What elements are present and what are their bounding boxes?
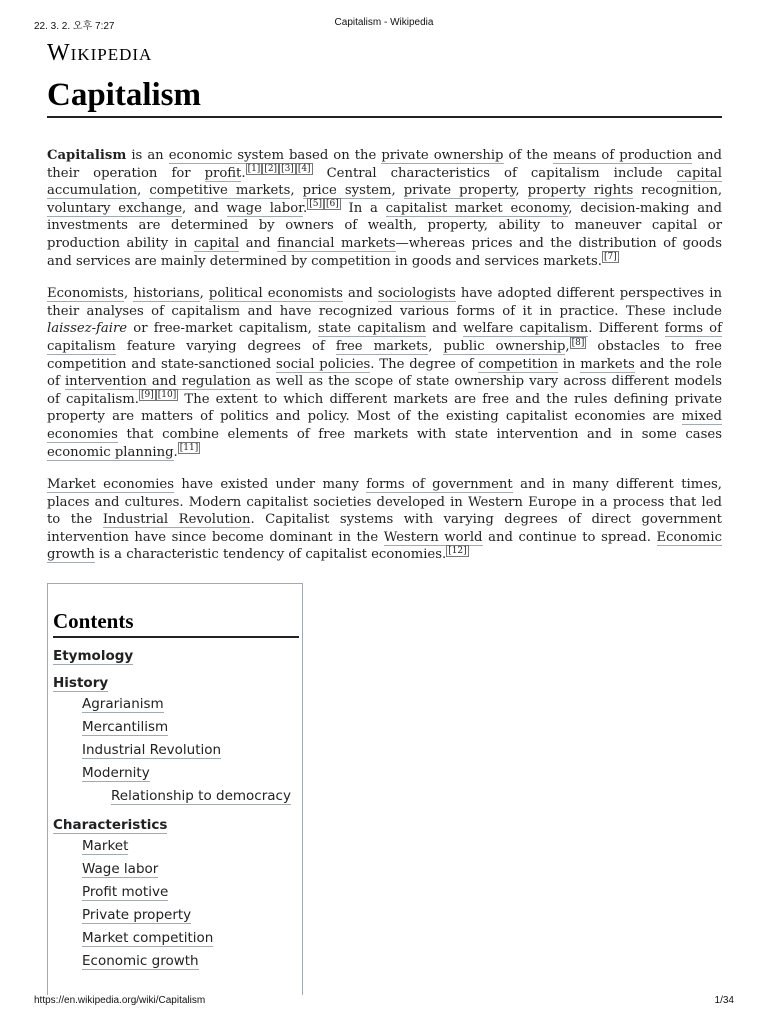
citation-ref[interactable]: [3]	[281, 164, 294, 175]
toc-item-profit-motive[interactable]: Profit motive	[82, 884, 169, 900]
toc-item-market-competition[interactable]: Market competition	[82, 930, 214, 946]
citation-ref[interactable]: [2]	[264, 164, 278, 175]
article-body	[47, 147, 722, 579]
text: .	[173, 444, 178, 460]
intro-paragraph-3	[47, 476, 722, 564]
link-price-system[interactable]: price system	[302, 183, 392, 199]
citation-ref[interactable]: [12]	[448, 546, 467, 557]
text: ,	[515, 183, 528, 199]
link-economic-planning[interactable]: economic planning	[47, 444, 174, 460]
toc-item-characteristics[interactable]: Characteristics	[53, 817, 168, 833]
toc-item-etymology[interactable]: Etymology	[53, 648, 134, 664]
link-social-policies[interactable]: social policies	[276, 356, 371, 372]
text: feature varying degrees of	[115, 338, 336, 354]
link-political-economists[interactable]: political economists	[208, 286, 343, 302]
text: have adopted different perspectives in their analyses of capitalism and have recognized various forms of it in practice. These include	[47, 286, 722, 319]
text: Central characteristics of capitalism include	[312, 165, 677, 181]
text: and	[425, 321, 464, 337]
toc-item-private-property[interactable]: Private property	[82, 907, 192, 923]
text: .	[241, 165, 246, 181]
link-economic-system[interactable]: economic system	[168, 148, 284, 163]
print-page-number: 1/34	[714, 995, 734, 1006]
toc-title: Contents	[53, 606, 299, 638]
print-date: 22. 3. 2. 오후 7:27	[34, 21, 115, 32]
citation-ref[interactable]: [1]	[247, 164, 261, 175]
link-voluntary-exchange[interactable]: voluntary exchange	[47, 200, 182, 216]
toc-item-wage-labor[interactable]: Wage labor	[82, 861, 159, 877]
citation-ref[interactable]: [8]	[571, 337, 585, 348]
link-forms-of-government[interactable]: forms of government	[366, 477, 513, 493]
text: and in many different times, places and cultures. Modern capitalist societies developed in Western Europe in a process that led to the	[47, 477, 722, 528]
text: ,	[565, 338, 570, 354]
bold-term: Capitalism	[47, 148, 127, 163]
link-private-ownership[interactable]: private ownership	[381, 148, 504, 163]
citation-ref[interactable]: [5]	[309, 199, 322, 210]
link-profit[interactable]: profit	[204, 165, 242, 181]
link-wage-labor[interactable]: wage labor	[226, 200, 304, 216]
link-property-rights[interactable]: property rights	[527, 183, 634, 199]
text: and the role of	[47, 356, 722, 390]
link-means-of-production[interactable]: means of production	[552, 148, 693, 163]
link-capital-accumulation[interactable]: capital accumulation	[47, 165, 722, 199]
print-header	[34, 17, 734, 31]
link-free-markets[interactable]: free markets	[335, 338, 429, 354]
citation-ref[interactable]: [6]	[325, 199, 339, 210]
text: as well as the scope of state ownership vary across different models of capitalism.	[47, 374, 723, 407]
toc-item-market[interactable]: Market	[82, 838, 129, 854]
link-competitive-markets[interactable]: competitive markets	[149, 183, 291, 199]
text: recognition,	[633, 183, 723, 199]
text: and	[342, 286, 378, 302]
text: ,	[290, 183, 303, 199]
print-page-title: Capitalism - Wikipedia	[334, 17, 434, 28]
toc-list	[53, 647, 297, 973]
link-private-property[interactable]: private property	[403, 183, 516, 199]
link-capital[interactable]: capital	[193, 235, 240, 251]
citation-ref[interactable]: [11]	[179, 443, 199, 454]
link-market-economies[interactable]: Market economies	[47, 477, 175, 493]
link-public-ownership[interactable]: public ownership	[443, 338, 566, 354]
page-title: Capitalism	[47, 74, 722, 118]
text: . The degree of	[370, 356, 479, 372]
toc-item-history[interactable]: History	[53, 675, 109, 691]
text: . Capitalist systems with varying degrees of direct government intervention have since become dominant in the	[47, 512, 722, 545]
link-welfare-capitalism[interactable]: welfare capitalism	[463, 321, 589, 337]
link-industrial-revolution[interactable]: Industrial Revolution	[102, 512, 251, 528]
text: —whereas prices and the distribution of goods and services are mainly determined by competition in goods and services markets.	[47, 235, 722, 269]
text: in	[557, 356, 581, 372]
toc-item-agrarianism[interactable]: Agrarianism	[82, 696, 164, 712]
text: ,	[199, 286, 209, 302]
print-footer	[34, 995, 734, 1009]
text: . Different	[588, 321, 665, 337]
link-intervention-and-regulation[interactable]: intervention and regulation	[64, 374, 251, 390]
text: based on the	[283, 148, 382, 163]
text: ,	[428, 338, 444, 354]
text: and	[239, 235, 278, 251]
citation-ref[interactable]: [10]	[157, 390, 177, 401]
text: ,	[391, 183, 404, 199]
link-competition[interactable]: competition	[478, 356, 558, 372]
text: .	[303, 200, 308, 216]
text: or free-market capitalism,	[127, 321, 318, 337]
text: , and	[182, 200, 227, 216]
text: , decision-making and investments are determined by owners of wealth, property, ability to maneuver capital or production ability in	[47, 200, 722, 251]
link-economic-growth[interactable]: Economic growth	[47, 529, 722, 563]
toc-item-economic-growth[interactable]: Economic growth	[82, 953, 199, 969]
text: that combine elements of free markets with state intervention and in some cases	[117, 426, 722, 442]
intro-paragraph-1	[47, 147, 722, 270]
text: and their operation for	[47, 148, 722, 181]
text: ,	[137, 183, 150, 199]
link-markets[interactable]: markets	[580, 356, 635, 372]
link-state-capitalism[interactable]: state capitalism	[318, 321, 426, 337]
text: is a characteristic tendency of capitalist economies.	[94, 547, 447, 563]
text: and continue to spread.	[482, 529, 657, 545]
text: ,	[123, 286, 134, 302]
intro-paragraph-2	[47, 285, 722, 461]
citation-ref[interactable]: [4]	[297, 164, 311, 175]
link-capitalist-market-economy[interactable]: capitalist market economy	[385, 200, 569, 216]
table-of-contents	[47, 583, 303, 995]
citation-ref[interactable]: [9]	[140, 390, 154, 401]
link-historians[interactable]: historians	[133, 286, 200, 302]
link-forms-of-capitalism[interactable]: forms of capitalism	[47, 321, 722, 354]
toc-item-modernity[interactable]: Modernity	[82, 765, 150, 781]
link-financial-markets[interactable]: financial markets	[277, 235, 396, 251]
link-economists[interactable]: Economists	[47, 286, 124, 302]
link-mixed-economies[interactable]: mixed economies	[47, 409, 722, 442]
link-western-world[interactable]: Western world	[383, 529, 483, 545]
toc-item-relationship-to-democracy[interactable]: Relationship to democracy	[111, 788, 291, 804]
text: of the	[503, 148, 553, 163]
text: In a	[340, 200, 386, 216]
text: have existed under many	[174, 477, 367, 493]
text: The extent to which different markets are free and the rules defining private property are matters of politics and policy. Most of the existing capitalist economies are	[47, 391, 722, 425]
wikipedia-wordmark[interactable]: Wikipedia	[47, 40, 153, 66]
toc-item-industrial-revolution[interactable]: Industrial Revolution	[82, 742, 222, 758]
print-url: https://en.wikipedia.org/wiki/Capitalism	[34, 995, 206, 1006]
link-sociologists[interactable]: sociologists	[377, 286, 456, 302]
citation-ref[interactable]: [7]	[603, 252, 617, 263]
text: obstacles to free competition and state-sanctioned	[47, 338, 722, 372]
toc-item-mercantilism[interactable]: Mercantilism	[82, 719, 169, 735]
text: is an	[126, 148, 169, 163]
italic-term: laissez-faire	[47, 321, 128, 337]
